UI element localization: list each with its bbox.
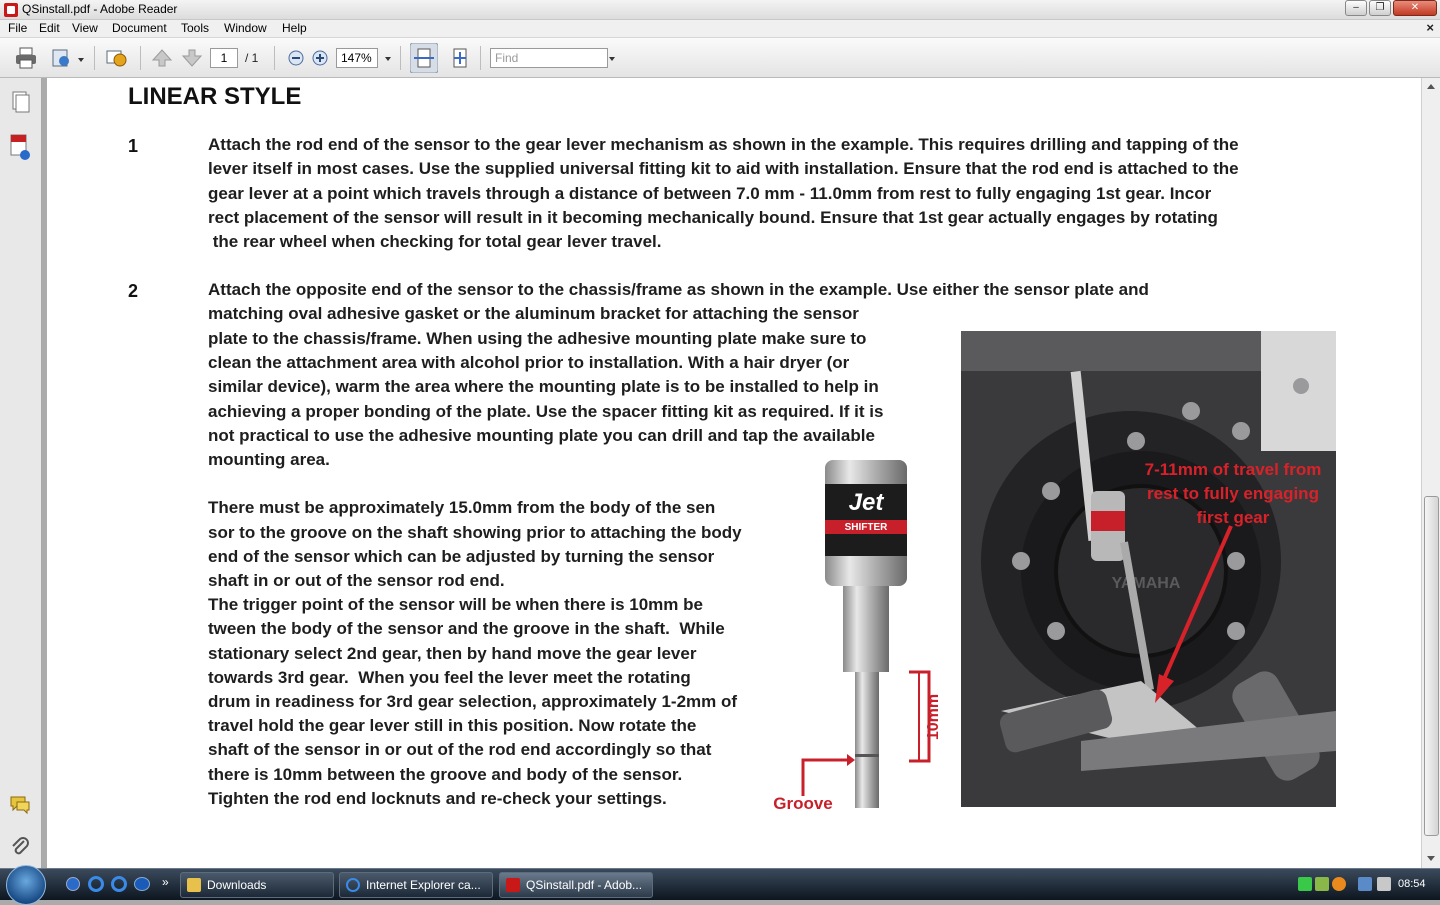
step-2-number: 2 — [128, 281, 139, 301]
step-2b-line: The trigger point of the sensor will be when there is 10mm be — [208, 595, 703, 614]
start-button[interactable] — [6, 865, 46, 905]
document-properties-icon[interactable] — [9, 133, 31, 163]
print-options-dropdown-icon[interactable] — [78, 58, 84, 62]
step-2b-line: shaft of the sensor in or out of the rod end accordingly so that — [208, 740, 712, 759]
window-title: QSinstall.pdf - Adobe Reader — [22, 2, 178, 16]
find-dropdown-icon[interactable] — [609, 57, 615, 61]
menu-document[interactable]: Document — [112, 21, 167, 35]
toolbar — [0, 38, 1440, 78]
photo-annotation-line: first gear — [1196, 508, 1270, 527]
step-2b-line: tween the body of the sensor and the groove in the shaft. While — [208, 619, 725, 638]
step-1-line: the rear wheel when checking for total gear lever travel. — [208, 232, 662, 251]
volume-icon[interactable] — [1377, 877, 1391, 891]
fit-width-icon[interactable] — [410, 43, 438, 73]
step-2b-line: end of the sensor which can be adjusted by turning the sensor — [208, 547, 715, 566]
toolbar-separator — [400, 46, 401, 70]
security-icon[interactable] — [1332, 877, 1346, 891]
step-2b-line: sor to the groove on the shaft showing prior to attaching the body — [208, 523, 742, 542]
engine-photo — [961, 331, 1336, 807]
step-2b-line: drum in readiness for 3rd gear selection, approximately 1-2mm of — [208, 692, 738, 711]
navigation-panel — [0, 78, 42, 868]
step-2b-line: travel hold the gear lever still in this position. Now rotate the — [208, 716, 697, 735]
hp-icon[interactable] — [66, 877, 80, 891]
menu-tools[interactable]: Tools — [181, 21, 210, 35]
photo-annotation-line: 7-11mm of travel from — [1144, 460, 1322, 479]
menu-view[interactable]: View — [72, 21, 98, 35]
step-2b-line: towards 3rd gear. When you feel the lever meet the rotating — [208, 668, 691, 687]
step-2-line: clean the attachment area with alcohol prior to installation. With a hair dryer (or — [208, 353, 850, 372]
pdf-icon — [506, 878, 520, 892]
step-2-line: achieving a proper bonding of the plate. Use the spacer fitting kit as required. If it is — [208, 402, 884, 421]
clock[interactable]: 08:54 — [1398, 878, 1426, 890]
pages-icon[interactable] — [9, 90, 31, 114]
folder-icon — [187, 878, 201, 892]
adobe-reader-icon — [4, 3, 18, 17]
media-icon[interactable] — [134, 877, 150, 891]
step-2-line: plate to the chassis/frame. When using the adhesive mounting plate make sure to — [208, 329, 867, 348]
toolbar-separator — [94, 46, 95, 70]
toolbar-separator — [140, 46, 141, 70]
dimension-label: 10mm — [925, 693, 942, 741]
document-close-button[interactable]: × — [1426, 20, 1434, 35]
step-1-number: 1 — [128, 136, 139, 156]
menu-bar — [0, 20, 1440, 38]
toolbar-separator — [480, 46, 481, 70]
scroll-up-icon[interactable] — [1427, 84, 1435, 89]
zoom-out-icon[interactable] — [284, 46, 308, 70]
engine-logo-text: YAMAHA — [1111, 575, 1181, 592]
sensor-diagram — [769, 454, 949, 809]
vertical-scrollbar[interactable] — [1421, 78, 1440, 868]
photo-annotation-line: rest to fully engaging — [1147, 484, 1319, 503]
sensor-brand-text: Jet — [848, 489, 884, 516]
step-2b-line: there is 10mm between the groove and body of the sensor. — [208, 765, 683, 784]
scroll-thumb[interactable] — [1424, 496, 1439, 836]
step-1-line: lever itself in most cases. Use the supplied universal fitting kit to aid with installation. Ensure that the rod end is attached to the — [208, 159, 1239, 178]
maximize-button[interactable]: ❐ — [1369, 0, 1391, 16]
attachments-icon[interactable] — [9, 835, 31, 859]
task-label: Downloads — [207, 878, 267, 892]
previous-page-icon[interactable] — [150, 46, 174, 70]
groove-label: Groove — [773, 794, 833, 809]
step-2-line: similar device), warm the area where the mounting plate is to be installed to help in — [208, 377, 879, 396]
internet-explorer-icon[interactable] — [111, 876, 127, 892]
step-2-line: not practical to use the adhesive mounting plate you can drill and tap the available — [208, 426, 875, 445]
internet-explorer-icon — [346, 878, 360, 892]
step-2b-line: shaft in or out of the sensor rod end. — [208, 571, 505, 590]
print-options-icon[interactable] — [50, 46, 74, 70]
task-internet-explorer[interactable] — [339, 872, 493, 898]
task-label: Internet Explorer ca... — [366, 878, 481, 892]
sensor-sub-text: SHIFTER — [844, 522, 888, 533]
step-2b-line: stationary select 2nd gear, then by hand move the gear lever — [208, 644, 697, 663]
next-page-icon[interactable] — [180, 46, 204, 70]
task-adobe-reader[interactable] — [499, 872, 653, 898]
step-2-line: mounting area. — [208, 450, 330, 469]
menu-edit[interactable]: Edit — [39, 21, 60, 35]
toolbar-separator — [274, 46, 275, 70]
step-2b-line: Tighten the rod end locknuts and re-check your settings. — [208, 789, 667, 808]
close-button[interactable]: ✕ — [1393, 0, 1437, 16]
minimize-button[interactable]: ‒ — [1345, 0, 1367, 16]
title-bar — [0, 0, 1440, 20]
tray-app-icon[interactable] — [1315, 877, 1329, 891]
email-share-icon[interactable] — [104, 46, 128, 70]
step-2b-line: There must be approximately 15.0mm from the body of the sen — [208, 498, 716, 517]
zoom-dropdown-icon[interactable] — [385, 57, 391, 61]
scroll-down-icon[interactable] — [1427, 856, 1435, 861]
menu-file[interactable]: File — [8, 21, 28, 35]
find-input[interactable]: Find — [490, 48, 608, 68]
menu-help[interactable]: Help — [282, 21, 307, 35]
network-icon[interactable] — [1298, 877, 1312, 891]
print-icon[interactable] — [14, 46, 38, 70]
zoom-in-icon[interactable] — [308, 46, 332, 70]
step-1-line: Attach the rod end of the sensor to the gear lever mechanism as shown in the example. This requires drilling and tapping of the — [208, 135, 1239, 154]
step-2-line: Attach the opposite end of the sensor to the chassis/frame as shown in the example. Use either the sensor plate and — [208, 280, 1149, 299]
comments-icon[interactable] — [9, 793, 31, 817]
task-downloads[interactable] — [180, 872, 334, 898]
quicklaunch-more-icon[interactable]: » — [162, 875, 169, 889]
task-label: QSinstall.pdf - Adob... — [526, 878, 643, 892]
step-1-line: gear lever at a point which travels through a distance of between 7.0 mm - 11.0mm from rest to fully engaging 1st gear. Incor — [208, 184, 1212, 203]
document-page — [47, 78, 1421, 868]
internet-explorer-icon[interactable] — [88, 876, 104, 892]
taskbar — [0, 868, 1440, 900]
fit-page-icon[interactable] — [448, 46, 472, 70]
page-total-label: / 1 — [245, 51, 259, 65]
page-number-input[interactable]: 1 — [210, 48, 238, 68]
display-icon[interactable] — [1358, 877, 1372, 891]
step-2-line: matching oval adhesive gasket or the aluminum bracket for attaching the sensor — [208, 304, 859, 323]
section-heading: LINEAR STYLE — [128, 83, 302, 110]
menu-window[interactable]: Window — [224, 21, 267, 35]
step-1-line: rect placement of the sensor will result in it becoming mechanically bound. Ensure that 1st gear actually engages by rotating — [208, 208, 1218, 227]
zoom-level-input[interactable]: 147% — [336, 48, 378, 68]
